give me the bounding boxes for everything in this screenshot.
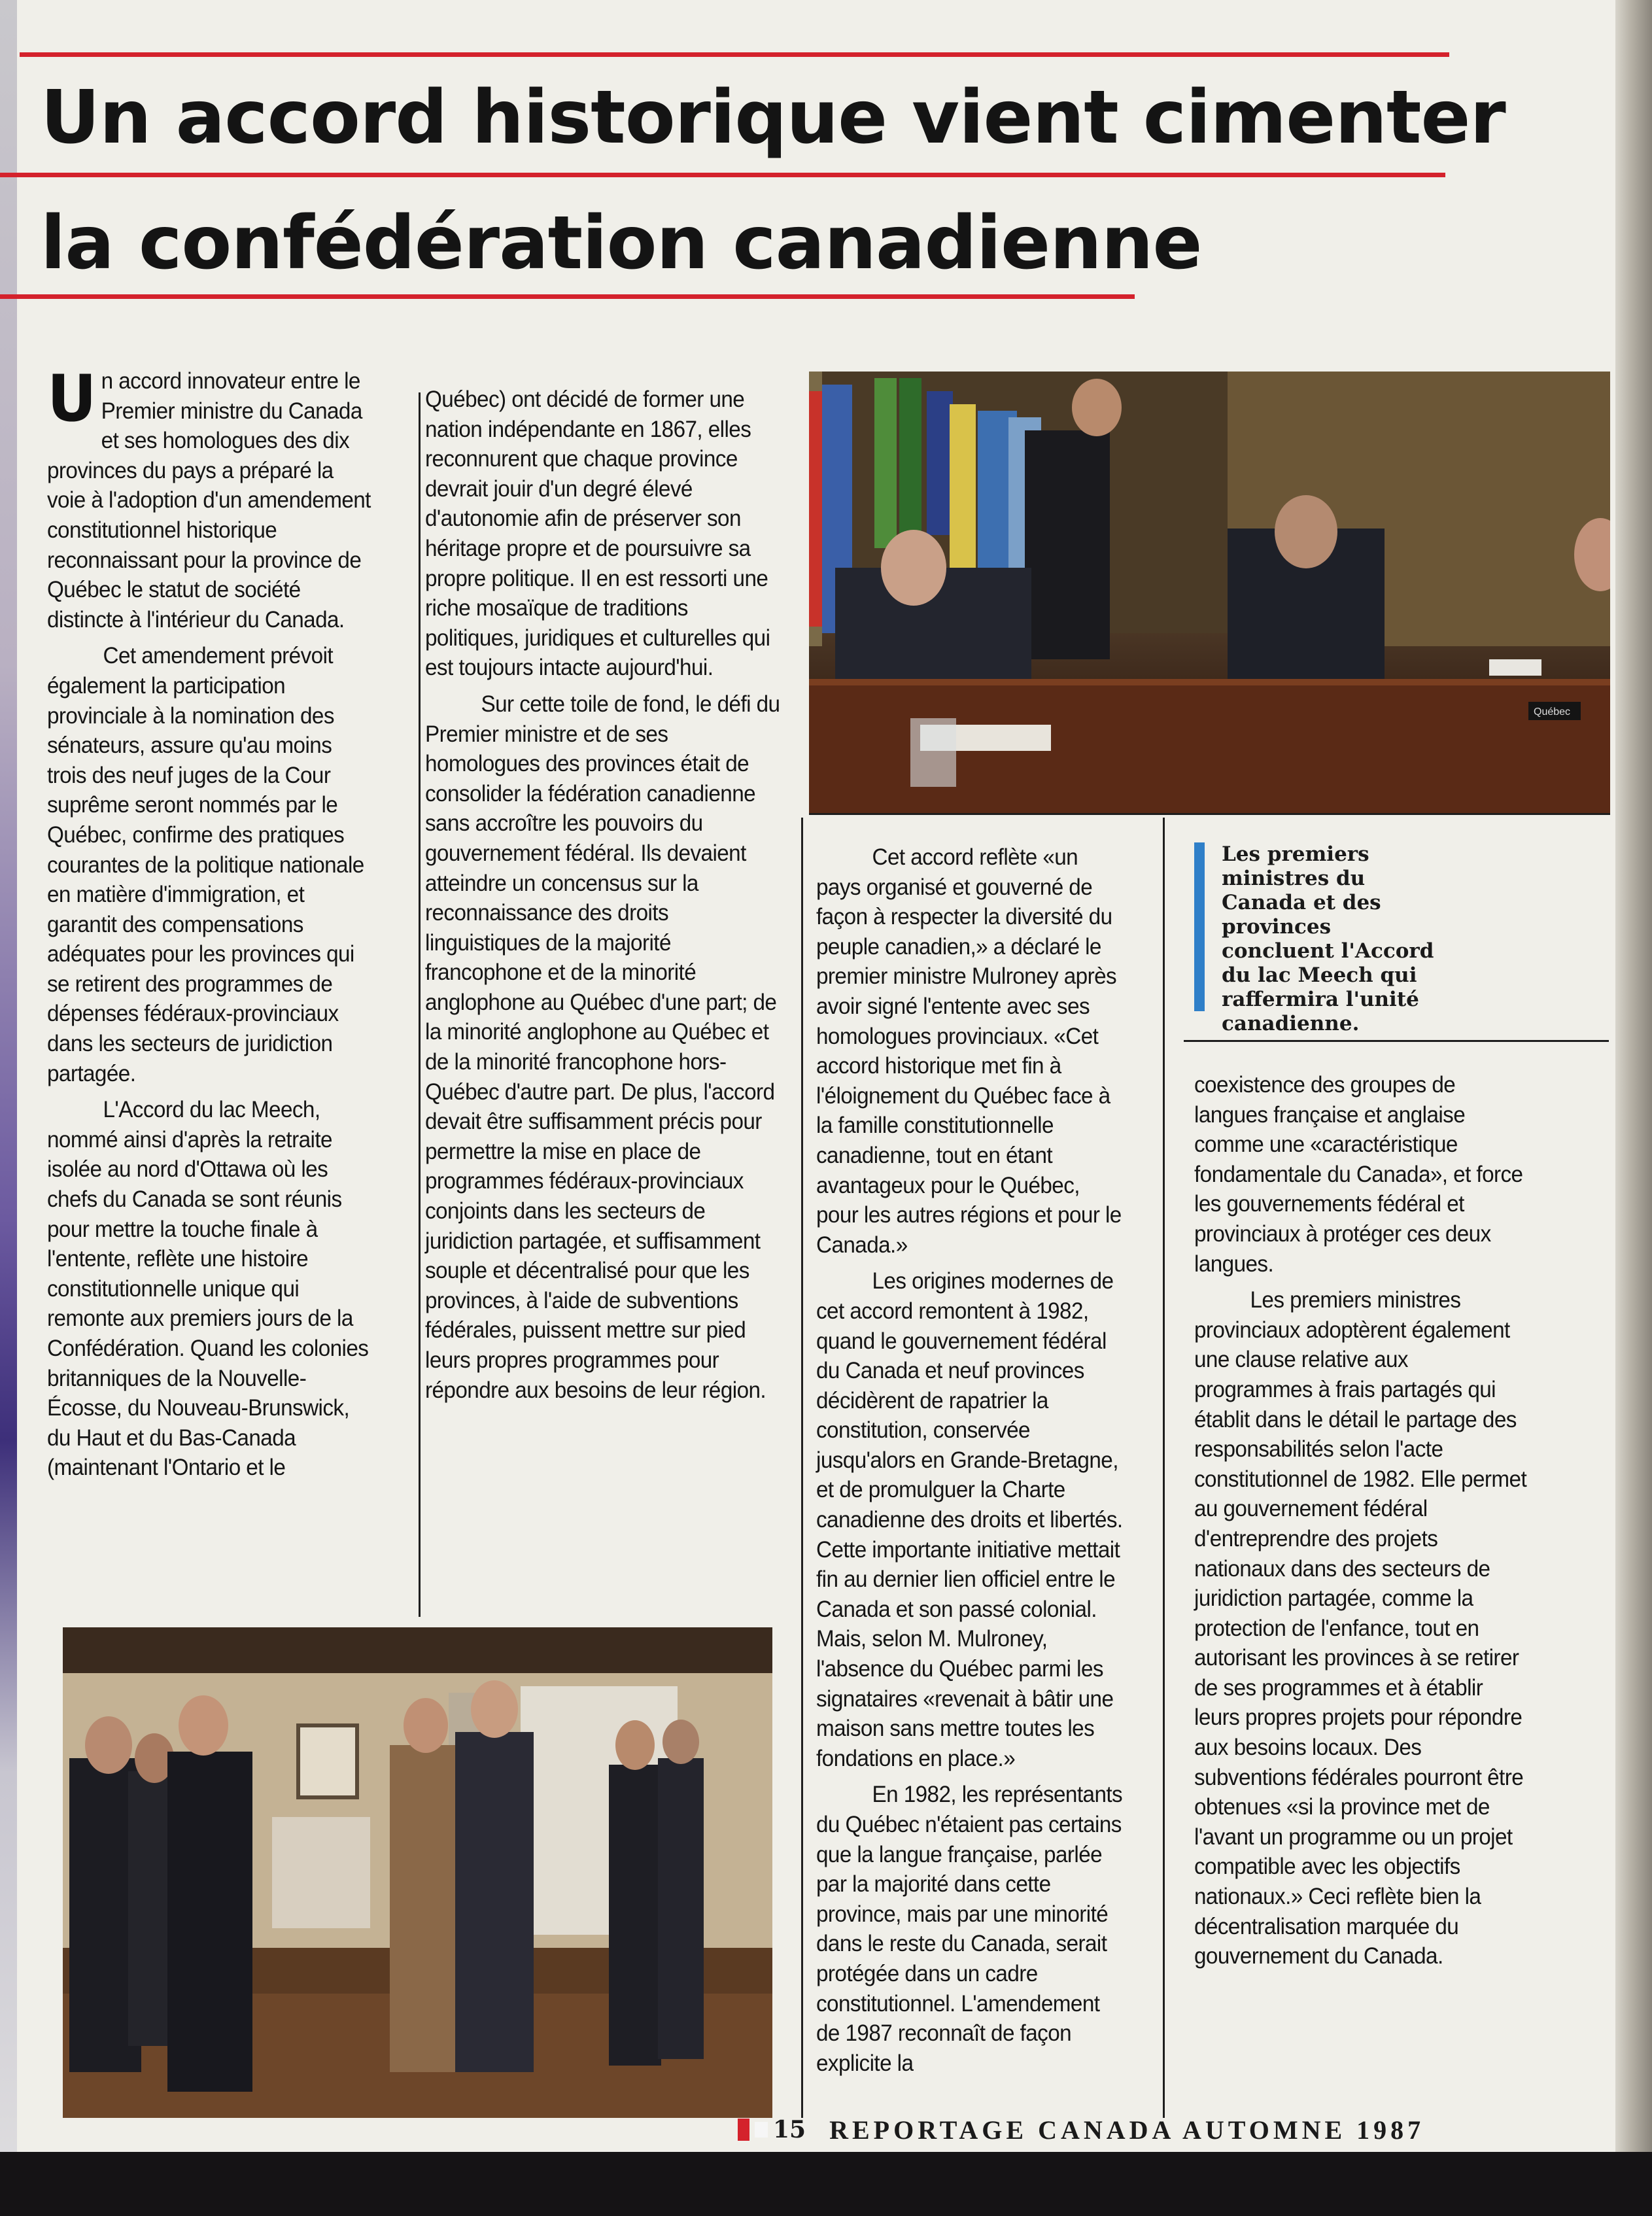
publication-title: REPORTAGE CANADA AUTOMNE 1987 [829,2115,1425,2145]
red-rule-top [20,52,1449,57]
caption-accent-bar [1194,842,1205,1011]
page-number: 15 [773,2116,806,2143]
photo-meeting-illustration [809,372,1610,813]
paragraph: En 1982, les représentants du Québec n'étaient pas certains que la langue française, parlée par la majorité dans cette province, mais par une minorité dans le reste du Canada, serait protégée dans un cadre constitutionnel. L'amendement de 1987 reconnaît de façon explicite la [816,1782,1123,2076]
red-rule-middle [0,173,1445,177]
photo-caption: Les premiers ministres du Canada et des provinces concluent l'Accord du lac Meech qui raffermira l'unité canadienne. [1222,842,1434,1035]
article-column-4 [1194,1070,1530,1978]
paragraph: Cet amendement prévoit également la participation provinciale à la nomination des sénateurs, assure qu'au moins trois des neuf juges de la Cour suprême seront nommés par le Québec, confirme des pratiques courantes de la politique nationale en matière d'immigration, et garantit des compensations adéquates pour les provinces qui se retirent des programmes de dépenses fédéraux-provinciaux dans les secteurs de juridiction partagée. [47,643,364,1086]
article-column-1 [47,362,371,1489]
column-rule-2 [801,818,803,2118]
paragraph: Québec) ont décidé de former une nation indépendante en 1867, elles reconnurent que chaque province devrait jouir d'un degré élevé d'autonomie afin de préserver son héritage propre et de poursuivre sa propre politique. Il en est ressorti une riche mosaïque de traditions politiques, juridiques et culturelles qui est toujours intacte aujourd'hui. [425,387,770,681]
paragraph: L'Accord du lac Meech, nommé ainsi d'après la retraite isolée au nord d'Ottawa où les chefs du Canada se sont réunis pour mettre la touche finale à l'entente, reflète une histoire constitutionnelle unique qui remonte aux premiers jours de la Confédération. Quand les colonies britanniques de la Nouvelle-Écosse, du Nouveau-Brunswick, du Haut et du Bas-Canada (maintenant l'Ontario et le [47,1097,369,1481]
paragraph: Sur cette toile de fond, le défi du Premier ministre et de ses homologues des provinces était de consolider la fédération canadienne sans accroître les pouvoirs du gouvernement fédéral. Ils devaient atteindre un concensus sur la reconnaissance des droits linguistiques de la majorité francophone et de la minorité anglophone au Québec d'une part; de la minorité anglophone au Québec et de la minorité francophone hors-Québec d'autre part. De plus, l'accord devait être suffisamment précis pour permettre la mise en place de programmes fédéraux-provinciaux conjoints dans les secteurs de juridiction partagée, et suffisamment souple et décentralisé pour que les provinces, à l'aide de subventions fédérales, puissent mettre sur pied leurs propres programmes pour répondre aux besoins de leur région. [425,691,780,1403]
column-rule-3 [1163,818,1165,2118]
paragraph: Les origines modernes de cet accord remontent à 1982, quand le gouvernement fédéral du Canada et neuf provinces décidèrent de rapatrier la constitution, conservée jusqu'alors en Grande-Bretagne, et de promulguer la Charte canadienne des droits et libertés. Cette importante initiative mettait fin au dernier lien officiel entre le Canada et son passé colonial. Mais, selon M. Mulroney, l'absence du Québec parmi les signataires «revenait à bâtir une maison sans mettre toutes les fondations en place.» [816,1268,1123,1771]
paragraph: Cet accord reflète «un pays organisé et gouverné de façon à respecter la diversité du peuple canadien,» a déclaré le premier ministre Mulroney après avoir signé l'entente avec ses homologues provinciaux. «Cet accord historique met fin à l'éloignement du Québec face à la famille constitutionnelle canadienne, tout en étant avantageux pour le Québec, pour les autres régions et pour le Canada.» [816,844,1122,1258]
page-edge-right [1615,0,1652,2216]
paragraph: Les premiers ministres provinciaux adoptèrent également une clause relative aux programmes à frais partagés qui établit dans le détail le partage des responsabilités selon l'acte constitutionnel de 1982. Elle permet au gouvernement fédéral d'entreprendre des projets nationaux dans des secteurs de juridiction partagée, comme la protection de l'enfance, tout en autorisant les provinces à se retirer de ses programmes et à établir leurs propres projets pour répondre aux besoins locaux. Des subventions fédérales pourront être obtenues «si la province met de l'avant un programme ou un projet compatible avec les objectifs nationaux.» Ceci reflète bien la décentralisation marquée du gouvernement du Canada. [1194,1287,1527,1969]
red-rule-bottom [0,294,1135,299]
previous-page-edge [0,0,17,2216]
headline-line-2: la confédération canadienne [41,201,1202,286]
placard-text: Québec [1534,706,1571,718]
photo-rule [809,813,1610,815]
photo-meeting-signing [809,372,1610,813]
headline-line-1: Un accord historique vient cimenter [41,75,1506,160]
folio-white-square [755,2122,768,2138]
caption-rule [1184,1040,1609,1042]
folio-red-square [738,2119,749,2141]
article-column-2 [425,385,780,1411]
photo-premiers-group [63,1627,772,2118]
photo-group-illustration [63,1627,772,2118]
page-footer [738,2114,1424,2145]
drop-cap: U [47,362,97,436]
article-column-3 [816,842,1127,2085]
paragraph: coexistence des groupes de langues française et anglaise comme une «caractéristique fondamentale du Canada», et force les gouvernements fédéral et provinciaux à protéger ces deux langues. [1194,1072,1523,1277]
page-bottom-shadow [0,2152,1652,2216]
column-rule-1 [419,392,421,1617]
paragraph: n accord innovateur entre le Premier ministre du Canada et ses homologues des dix provinces du pays a préparé la voie à l'adoption d'un amendement constitutionnel historique reconnaissant pour la province de Québec le statut de société distincte à l'intérieur du Canada. [47,368,371,632]
